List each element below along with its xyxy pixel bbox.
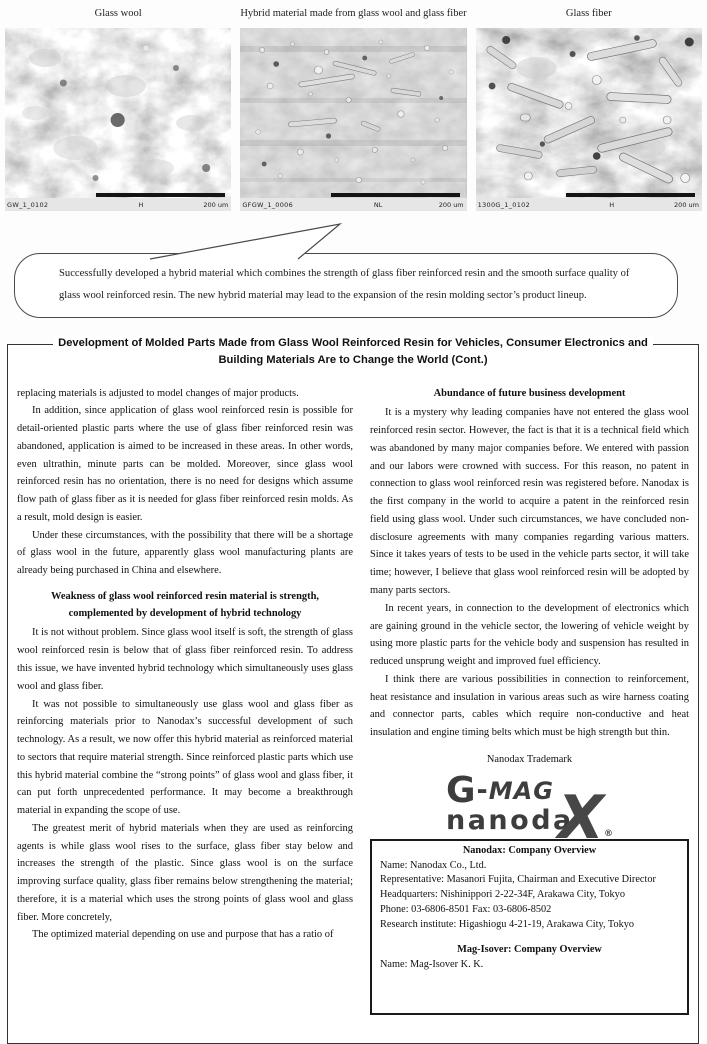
- sem-micrograph-glass-fiber-icon: [476, 28, 702, 198]
- paragraph: In addition, since application of glass wool reinforced resin is possible for detail-oriented plastic parts where the use of glass fiber reinforced resin was abandoned, application is aimed to be increased in these areas. In other words, even ultrathin, minute parts can be molded. Moreover, since glass wool reinforced resin has no orientation, there is no need for designs which assume flow path of glass fiber as it is needed for glass fiber reinforced resin molds. As a result, mold design is easier.: [17, 405, 353, 523]
- logo-letter-g: G: [445, 770, 477, 811]
- section-heading: Abundance of future business development: [433, 387, 626, 399]
- callout-bubble: [14, 253, 678, 318]
- company-box-title-nanodax: Nanodax: Company Overview: [462, 844, 597, 856]
- right-column: [370, 385, 689, 1015]
- article-title-line2: Building Materials Are to Change the World (Cont.): [218, 353, 488, 366]
- scale-bar: [331, 193, 460, 197]
- sem-detector-label: H: [138, 201, 144, 209]
- sem-scale-label: 200 um: [438, 201, 464, 209]
- callout-text: Successfully developed a hybrid material which combines the strength of glass fiber reinforced resin and the smooth surface quality of glass wool reinforced resin. The new hybrid material may lead to the expansion of the resin molding sector’s product lineup.: [59, 268, 630, 302]
- article-columns: [8, 385, 698, 1015]
- paragraph: Under these circumstances, with the possibility that there will be a shortage of glass wool in the future, apparently glass wool manufacturing plants are already being purchased in China and elsewhere.: [17, 529, 353, 577]
- sem-info-strip: [240, 198, 466, 211]
- figure-hybrid: [240, 6, 466, 211]
- sem-scale-label: 200 um: [203, 201, 229, 209]
- trademark-label: Nanodax Trademark: [486, 753, 573, 765]
- figure-caption: Hybrid material made from glass wool and glass fiber: [240, 8, 467, 19]
- article-title: [53, 335, 653, 369]
- company-info-line: Phone: 03-6806-8501 Fax: 03-6806-8502: [380, 904, 552, 916]
- callout-tail-icon: [140, 217, 360, 261]
- logo-dash: -: [476, 775, 489, 806]
- company-info-line: Research institute: Higashiogu 4-21-19, Arakawa City, Tokyo: [380, 919, 635, 931]
- company-overview-box: [370, 839, 689, 1015]
- scale-bar: [96, 193, 225, 197]
- sem-image-hybrid: [240, 28, 466, 211]
- paragraph: In recent years, in connection to the development of electronics which are gaining ground in the vehicle sector, the lowering of vehicle weight by using more plastic parts for the vehicle body and suspension has resulted in reduced unsprung weight and improved fuel efficiency.: [370, 602, 689, 668]
- paragraph: The greatest merit of hybrid materials when they are used as reinforcing agents is while glass wool rises to the surface, glass fiber stay below and increases the strength of the plastic. Since glass wool is on the surface improving surface quality, glass fiber remains below strengthening the material; therefore, it is a material which uses the strong points of glass wool and glass fiber. More concretely,: [17, 822, 353, 923]
- sem-image-glass-wool: [5, 28, 231, 211]
- paragraph: It is not without problem. Since glass wool itself is soft, the strength of glass wool reinforced resin is below that of glass fiber reinforced resin. To address this issue, we have invented hybrid technology which simultaneously uses glass wool and glass fiber.: [17, 627, 353, 692]
- micrograph-row: [5, 6, 702, 211]
- company-info-line: Representative: Masanori Fujita, Chairman and Executive Director: [380, 874, 656, 886]
- figure-glass-fiber: [476, 6, 702, 211]
- sem-scale-label: 200 um: [674, 201, 699, 209]
- logo-wordmark: [445, 770, 574, 836]
- paragraph: The optimized material depending on use and purpose that has a ratio of: [32, 929, 334, 941]
- logo-nanoda: nanoda: [445, 804, 574, 836]
- figure-caption: Glass fiber: [565, 8, 612, 19]
- figure-glass-wool: [5, 6, 231, 211]
- company-info-line: Headquarters: Nishinippori 2-22-34F, Arakawa City, Tokyo: [380, 889, 625, 901]
- article-title-line1: Development of Molded Parts Made from Glass Wool Reinforced Resin for Vehicles, Consumer Electronics and: [58, 337, 648, 349]
- registered-mark-icon: ®: [604, 829, 614, 840]
- paragraph: I think there are various possibilities in connection to reinforcement, heat resistance and insulation in various areas such as wire harness coating and connector parts, cables which require non-conductive and heat insulation and engine timing belts which must be high strength but thin.: [370, 673, 689, 739]
- figure-caption: Glass wool: [94, 8, 142, 19]
- sem-micrograph-hybrid-icon: [240, 28, 466, 198]
- section-heading: Weakness of glass wool reinforced resin material is strength, complemented by development of hybrid technology: [51, 591, 319, 619]
- left-column: [17, 385, 353, 1015]
- logo-mag: MAG: [488, 777, 554, 805]
- sem-micrograph-glass-wool-icon: [5, 28, 231, 198]
- logo-x-letter: X: [557, 783, 605, 854]
- paragraph: It is a mystery why leading companies have not entered the glass wool reinforced resin sector. However, the fact is that it is a technical field which was abandoned by many major companies before. We entered with passion and our labors were crowned with success. For this reason, no patent in connection to glass wool reinforced resin was registered before. Nanodax is the first company in the world to acquire a patent in the reinforced resin field using glass wool. Under such circumstances, we have concluded non-disclosure agreements with many companies regarding various matters. Since it takes years of tests to be used in the vehicle parts sector, it will take time; however, I believe that glass wool reinforced resin will be adopted by many parts sectors.: [370, 407, 689, 597]
- scale-bar: [566, 193, 695, 197]
- logo-x-icon: [557, 783, 614, 854]
- sem-detector-label: NL: [373, 201, 383, 209]
- company-info-line: Name: Mag-Isover K. K.: [380, 959, 484, 971]
- sem-file-label: GW_1_0102: [7, 201, 49, 209]
- company-info-line: Name: Nanodax Co., Ltd.: [380, 859, 487, 871]
- sem-info-strip: [5, 198, 231, 211]
- logo-gmag: [445, 770, 574, 811]
- paragraph: It was not possible to simultaneously use glass wool and glass fiber as reinforcing materials prior to Nanodax’s successful development of such technology. As a result, we now offer this hybrid material as reinforced material to sectors that require material strength. Since reinforced plastic parts which use this hybrid material combine the “strong points” of glass wool and glass fiber, it can put forth unprecedented performance. It may become a breakthrough material in expanding the scope of use.: [17, 698, 353, 817]
- article-box: [7, 337, 699, 1044]
- sem-file-label: GFGW_1_0006: [242, 201, 294, 209]
- sem-detector-label: H: [609, 201, 615, 209]
- paragraph: replacing materials is adjusted to model changes of major products.: [17, 387, 299, 399]
- sem-info-strip: [476, 198, 702, 211]
- sem-file-label: 1300G_1_0102: [477, 201, 531, 209]
- sem-image-glass-fiber: [476, 28, 702, 211]
- company-box-title-magisover: Mag-Isover: Company Overview: [457, 944, 602, 956]
